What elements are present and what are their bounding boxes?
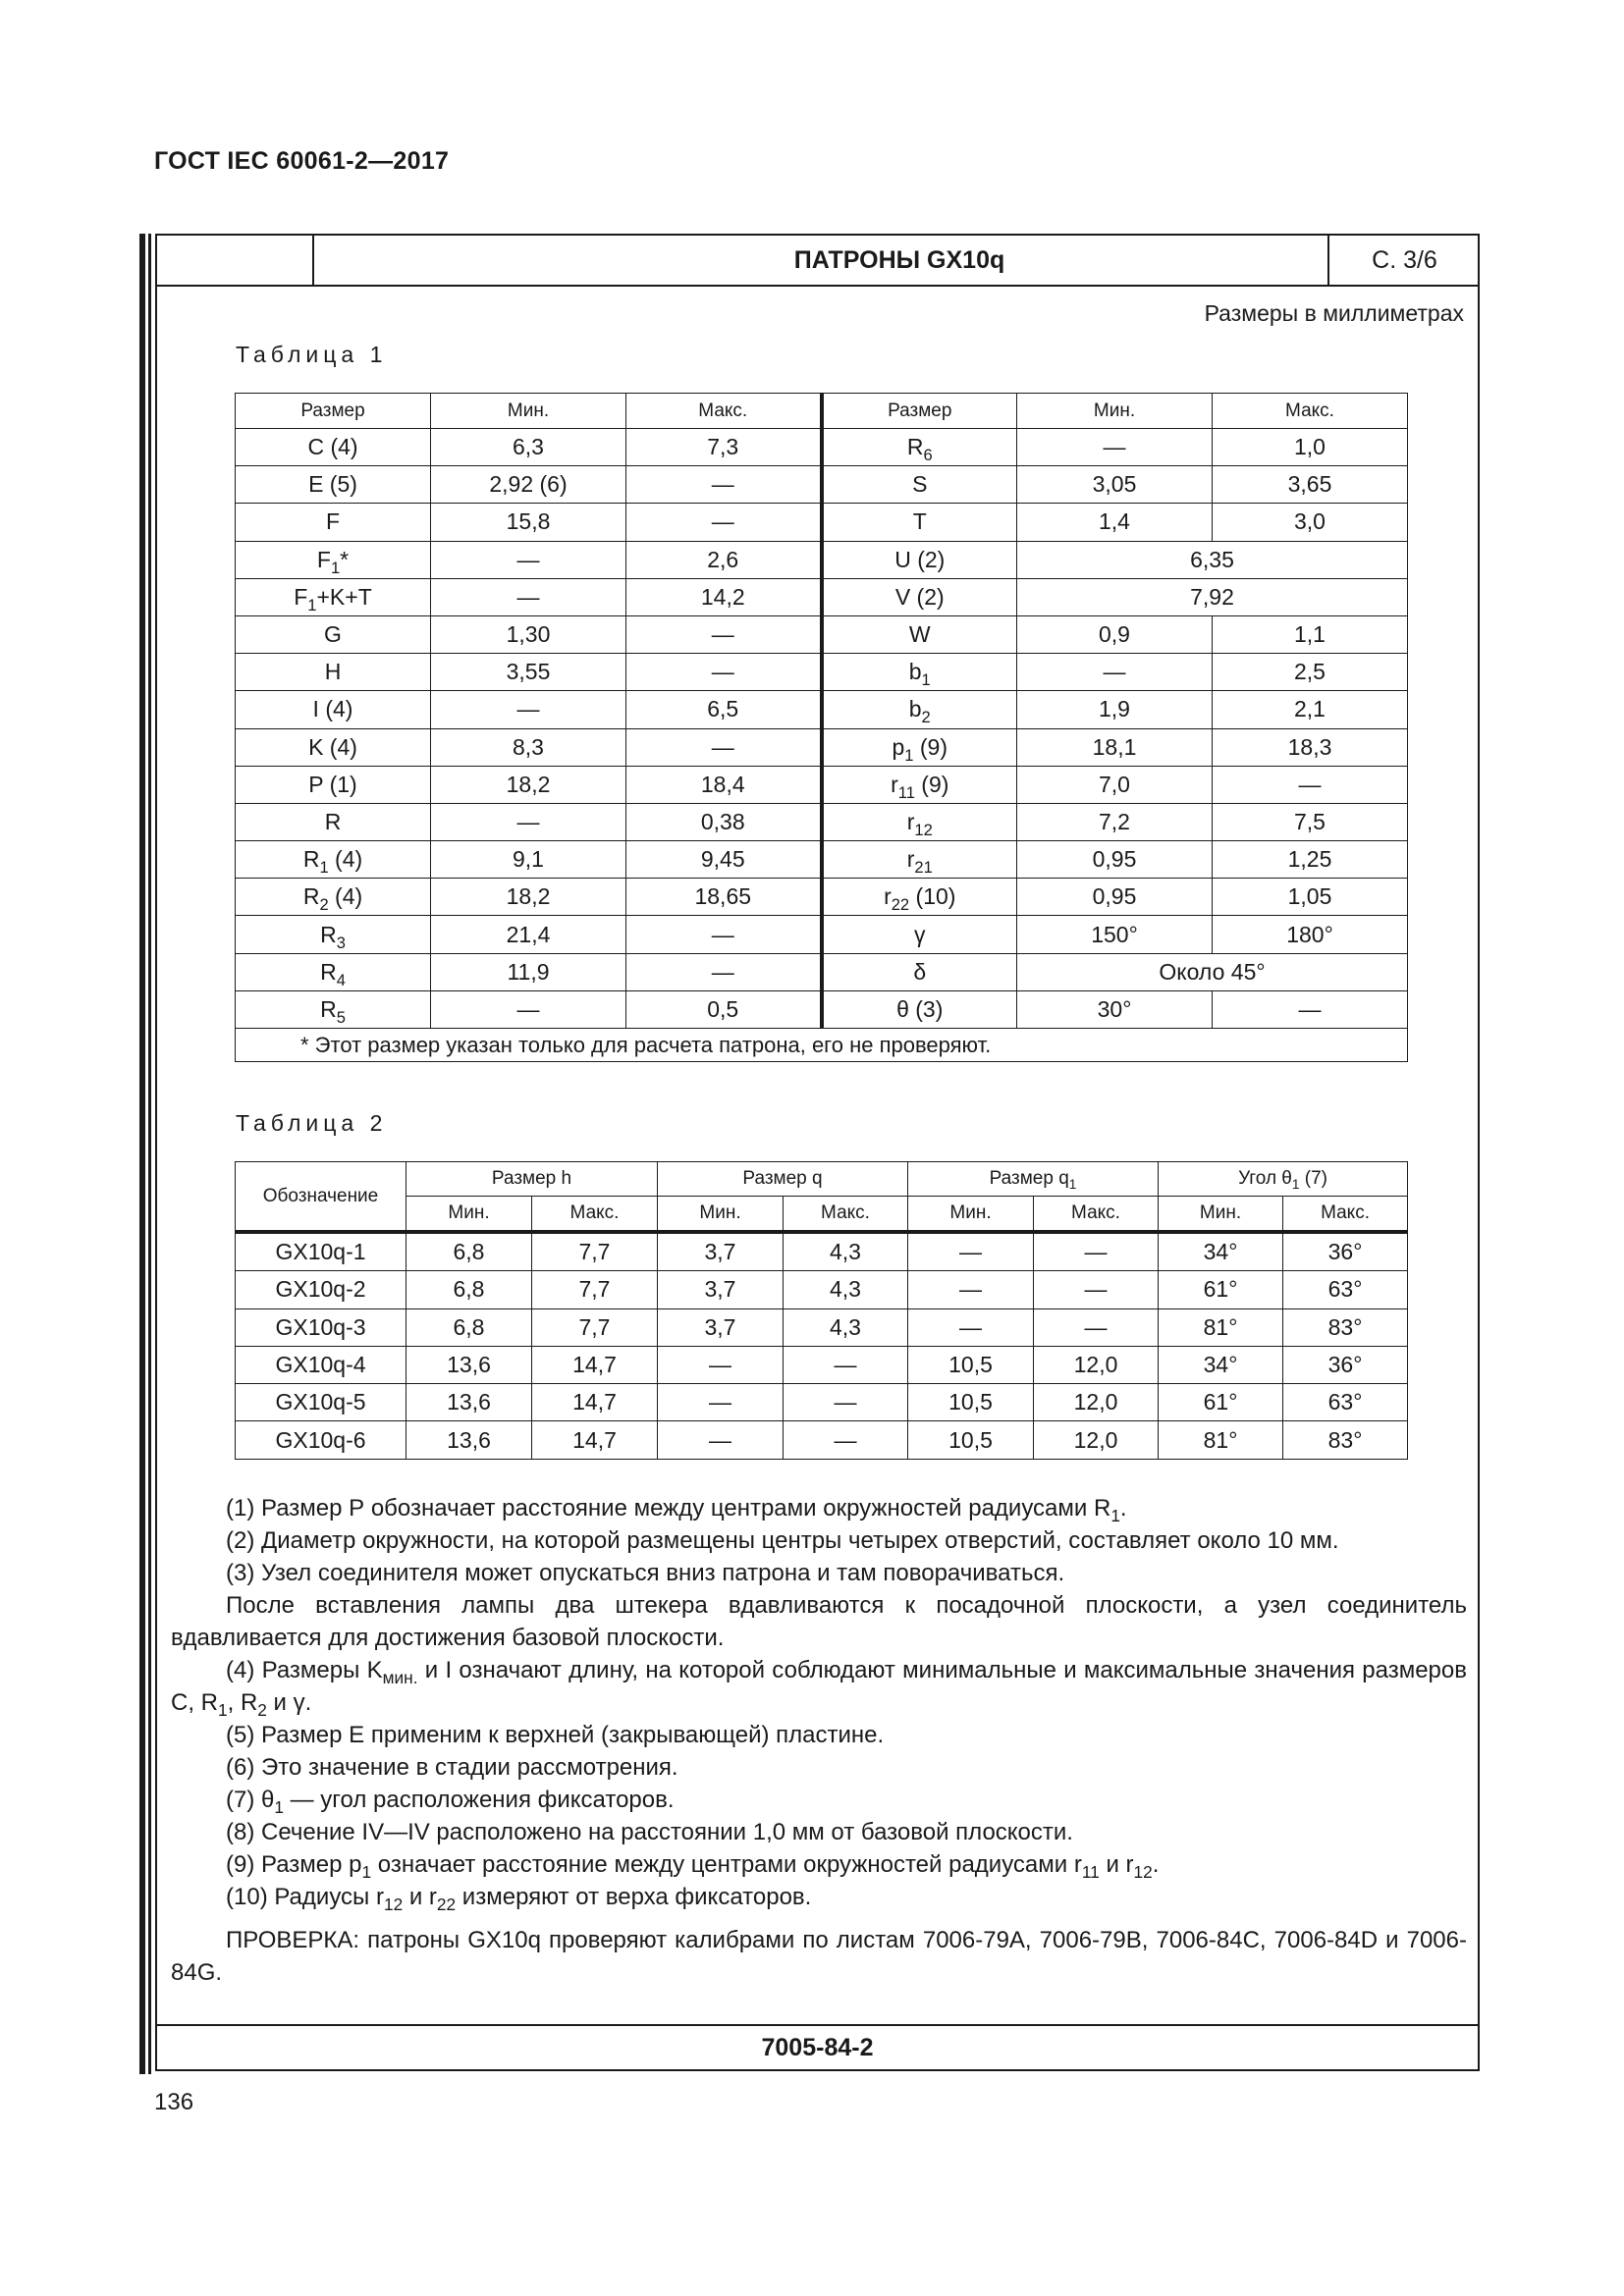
table-cell: 13,6 [406, 1384, 532, 1421]
table-cell: F [236, 504, 431, 541]
table-cell: — [784, 1421, 908, 1459]
page-number: 136 [154, 2089, 194, 2115]
table-cell: 1,0 [1213, 429, 1408, 466]
table-cell: U (2) [822, 541, 1017, 578]
table-cell: 3,0 [1213, 504, 1408, 541]
table-cell: $R_4$ [236, 953, 431, 990]
table-row [236, 1308, 1408, 1346]
table-cell: δ [822, 953, 1017, 990]
table-cell: 36° [1283, 1232, 1408, 1271]
table-cell: 18,1 [1017, 728, 1213, 766]
note-paragraph: (6) Это значение в стадии рассмотрения. [226, 1754, 678, 1781]
table-cell: 6,5 [626, 691, 822, 728]
table-cell: 6,8 [406, 1308, 532, 1346]
table-cell: 36° [1283, 1346, 1408, 1383]
table-cell: I (4) [236, 691, 431, 728]
table-cell: 61° [1159, 1271, 1283, 1308]
table-cell: $p_1$ (9) [822, 728, 1017, 766]
margin-bar-thin [148, 234, 151, 2074]
table-cell: 15,8 [431, 504, 626, 541]
table-cell: — [431, 803, 626, 840]
table-cell: 3,55 [431, 654, 626, 691]
table-row [236, 1271, 1408, 1308]
table1-header-cell: Размер [822, 394, 1017, 429]
table-cell: — [784, 1384, 908, 1421]
table-row [236, 766, 1408, 803]
table-cell: 7,5 [1213, 803, 1408, 840]
table-cell: GX10q-2 [236, 1271, 406, 1308]
designations-table-2 [235, 1161, 1408, 1460]
document-code: ГОСТ IEC 60061-2—2017 [154, 147, 450, 175]
table-cell: $R_5$ [236, 990, 431, 1028]
table-cell: — [784, 1346, 908, 1383]
table-cell: 7,0 [1017, 766, 1213, 803]
table-cell: 6,35 [1017, 541, 1408, 578]
table-cell: $r_{11}$ (9) [822, 766, 1017, 803]
note-paragraph: (2) Диаметр окружности, на которой размещены центры четырех отверстий, составляет около 10 мм. [226, 1527, 1339, 1554]
table-cell: — [431, 990, 626, 1028]
table-cell: 7,7 [532, 1232, 658, 1271]
table1-header-cell: Макс. [626, 394, 822, 429]
table-cell: — [908, 1232, 1034, 1271]
notes-block [171, 1492, 1467, 1989]
table-cell: 34° [1159, 1346, 1283, 1383]
dimensions-table-1 [235, 393, 1408, 1062]
table-cell: — [908, 1308, 1034, 1346]
table-cell: 3,7 [658, 1271, 784, 1308]
table-cell: E (5) [236, 466, 431, 504]
table-cell: — [626, 728, 822, 766]
table-cell: — [1017, 429, 1213, 466]
table-row [236, 916, 1408, 953]
table-cell: 10,5 [908, 1421, 1034, 1459]
table-cell: S [822, 466, 1017, 504]
table-cell: GX10q-3 [236, 1308, 406, 1346]
table-cell: — [908, 1271, 1034, 1308]
table-cell: 180° [1213, 916, 1408, 953]
table-cell: 1,30 [431, 615, 626, 653]
table2-group-header: Размер q [658, 1162, 908, 1197]
table-cell: — [1017, 654, 1213, 691]
table-row [236, 541, 1408, 578]
table-cell: 9,45 [626, 841, 822, 879]
table-cell: — [1213, 990, 1408, 1028]
table-cell: — [431, 691, 626, 728]
note-paragraph: После вставления лампы два штекера вдавливаются к посадочной плоскости, а узел соединитель вдавливается для достижения базовой плоскости. [171, 1592, 1467, 1651]
note-paragraph: (7) $\theta_1$ — угол расположения фиксаторов. [226, 1787, 675, 1818]
table-cell: 2,92 (6) [431, 466, 626, 504]
table-row [236, 429, 1408, 466]
table-cell: — [626, 916, 822, 953]
table-cell: $r_{12}$ [822, 803, 1017, 840]
table-cell: $R_2$ (4) [236, 879, 431, 916]
table-cell: 7,3 [626, 429, 822, 466]
table-cell: 21,4 [431, 916, 626, 953]
table2-caption: Таблица 2 [236, 1110, 388, 1136]
table1-caption: Таблица 1 [236, 342, 388, 367]
table-cell: 9,1 [431, 841, 626, 879]
table-cell: 4,3 [784, 1271, 908, 1308]
table-cell: 7,7 [532, 1308, 658, 1346]
table-cell: 12,0 [1034, 1384, 1159, 1421]
table-row [236, 728, 1408, 766]
table-cell: — [658, 1421, 784, 1459]
note-paragraph: (5) Размер Е применим к верхней (закрывающей) пластине. [226, 1722, 885, 1748]
table-cell: $F_1+K+T$ [236, 578, 431, 615]
table-cell: 81° [1159, 1308, 1283, 1346]
table-cell: 14,7 [532, 1384, 658, 1421]
table-cell: — [1213, 766, 1408, 803]
table-row [236, 691, 1408, 728]
table-row [236, 1346, 1408, 1383]
table2-subheader-row [236, 1197, 1408, 1233]
table-cell: 18,65 [626, 879, 822, 916]
table-cell: GX10q-4 [236, 1346, 406, 1383]
table-cell: T [822, 504, 1017, 541]
units-note: Размеры в миллиметрах [1204, 300, 1464, 326]
table-cell: 1,25 [1213, 841, 1408, 879]
table-cell: 1,9 [1017, 691, 1213, 728]
table-cell: $F_1*$ [236, 541, 431, 578]
table-cell: 0,38 [626, 803, 822, 840]
table-cell: 30° [1017, 990, 1213, 1028]
sheet-footer-code: 7005-84-2 [157, 2024, 1478, 2069]
table1-header-cell: Размер [236, 394, 431, 429]
table-cell: 7,92 [1017, 578, 1408, 615]
table-cell: 2,5 [1213, 654, 1408, 691]
table-cell: 6,8 [406, 1271, 532, 1308]
table-cell: 0,5 [626, 990, 822, 1028]
table-cell: 10,5 [908, 1346, 1034, 1383]
table-row [236, 953, 1408, 990]
table-cell: — [1034, 1271, 1159, 1308]
table-cell: 18,3 [1213, 728, 1408, 766]
table1-header-row [236, 394, 1408, 429]
table-cell: 81° [1159, 1421, 1283, 1459]
table2-subheader-cell: Макс. [1283, 1197, 1408, 1233]
table-cell: GX10q-1 [236, 1232, 406, 1271]
table-cell: — [626, 615, 822, 653]
table-cell: 18,2 [431, 766, 626, 803]
table-cell: 2,1 [1213, 691, 1408, 728]
table-cell: 6,3 [431, 429, 626, 466]
margin-bar-thick [139, 234, 145, 2074]
table2-subheader-cell: Макс. [784, 1197, 908, 1233]
table-cell: 13,6 [406, 1346, 532, 1383]
table-cell: 10,5 [908, 1384, 1034, 1421]
table-cell: 83° [1283, 1308, 1408, 1346]
table1-footnote-row [236, 1029, 1408, 1062]
table-row [236, 615, 1408, 653]
table-row [236, 879, 1408, 916]
table-row [236, 1232, 1408, 1271]
table-cell: 2,6 [626, 541, 822, 578]
note-paragraph: (3) Узел соединителя может опускаться вниз патрона и там поворачиваться. [226, 1560, 1065, 1586]
table2-header-row [236, 1162, 1408, 1197]
table-cell: — [626, 466, 822, 504]
table-cell: — [658, 1346, 784, 1383]
check-note: ПРОВЕРКА: патроны GX10q проверяют калибрами по листам 7006-79A, 7006-79B, 7006-84C, 7006-84D и 7006-84G. [171, 1927, 1467, 1986]
table-cell: W [822, 615, 1017, 653]
note-paragraph: (9) Размер $p_1$ означает расстояние между центрами окружностей радиусами $r_{11}$ и $r_{12}$. [226, 1851, 1160, 1883]
sheet-page-indicator: С. 3/6 [1327, 236, 1480, 285]
table-cell: K (4) [236, 728, 431, 766]
table-cell: 11,9 [431, 953, 626, 990]
table-cell: $R_6$ [822, 429, 1017, 466]
table-cell: $R_1$ (4) [236, 841, 431, 879]
table2-subheader-cell: Макс. [1034, 1197, 1159, 1233]
table-row [236, 466, 1408, 504]
table2-subheader-cell: Мин. [908, 1197, 1034, 1233]
table-cell: 6,8 [406, 1232, 532, 1271]
table-row [236, 803, 1408, 840]
table-cell: 1,1 [1213, 615, 1408, 653]
table-cell: — [431, 578, 626, 615]
sheet-title: ПАТРОНЫ GX10q [793, 245, 1005, 274]
table2-group-header: Угол $\theta_1$ (7) [1159, 1162, 1408, 1197]
table-cell: $R_3$ [236, 916, 431, 953]
table-cell: P (1) [236, 766, 431, 803]
table-cell: 63° [1283, 1271, 1408, 1308]
table2-subheader-cell: Мин. [1159, 1197, 1283, 1233]
table2-designation-header: Обозначение [236, 1162, 406, 1233]
table-row [236, 1384, 1408, 1421]
table-row [236, 841, 1408, 879]
table-cell: 12,0 [1034, 1421, 1159, 1459]
table-cell: — [658, 1384, 784, 1421]
table-cell: 12,0 [1034, 1346, 1159, 1383]
table2-group-header: Размер h [406, 1162, 658, 1197]
table-cell: 7,2 [1017, 803, 1213, 840]
table-cell: 13,6 [406, 1421, 532, 1459]
table-cell: $b_2$ [822, 691, 1017, 728]
table-cell: 0,95 [1017, 841, 1213, 879]
table-cell: Около 45° [1017, 953, 1408, 990]
table1-header-cell: Мин. [1017, 394, 1213, 429]
table-cell: 1,4 [1017, 504, 1213, 541]
table-cell: V (2) [822, 578, 1017, 615]
note-paragraph: (8) Сечение IV—IV расположено на расстоянии 1,0 мм от базовой плоскости. [226, 1819, 1073, 1845]
table-row [236, 1421, 1408, 1459]
note-paragraph: (1) Размер Р обозначает расстояние между центрами окружностей радиусами $R_1$. [226, 1495, 1127, 1526]
table-cell: 63° [1283, 1384, 1408, 1421]
table-cell: 0,9 [1017, 615, 1213, 653]
table-cell: 18,4 [626, 766, 822, 803]
table-row [236, 990, 1408, 1028]
table1-header-cell: Макс. [1213, 394, 1408, 429]
table-row [236, 654, 1408, 691]
table-row [236, 504, 1408, 541]
table-cell: $r_{21}$ [822, 841, 1017, 879]
table-cell: 4,3 [784, 1232, 908, 1271]
table-cell: — [431, 541, 626, 578]
table-cell: γ [822, 916, 1017, 953]
table-cell: 3,7 [658, 1232, 784, 1271]
table-cell: 34° [1159, 1232, 1283, 1271]
table2-subheader-cell: Макс. [532, 1197, 658, 1233]
table-cell: $b_1$ [822, 654, 1017, 691]
table-cell: 4,3 [784, 1308, 908, 1346]
table-cell: 0,95 [1017, 879, 1213, 916]
table-cell: — [1034, 1308, 1159, 1346]
table2-subheader-cell: Мин. [658, 1197, 784, 1233]
table-cell: 14,7 [532, 1346, 658, 1383]
table-cell: 14,2 [626, 578, 822, 615]
sheet-title-bar [157, 236, 1478, 287]
table-cell: 3,7 [658, 1308, 784, 1346]
table-cell: — [1034, 1232, 1159, 1271]
table-cell: $r_{22}$ (10) [822, 879, 1017, 916]
table-cell: 150° [1017, 916, 1213, 953]
table1-header-cell: Мин. [431, 394, 626, 429]
table-cell: 18,2 [431, 879, 626, 916]
table-cell: R [236, 803, 431, 840]
table-cell: 7,7 [532, 1271, 658, 1308]
table1-footnote: * Этот размер указан только для расчета патрона, его не проверяют. [236, 1029, 1408, 1062]
table2-group-header: Размер $q_1$ [908, 1162, 1159, 1197]
table-cell: H [236, 654, 431, 691]
table-cell: — [626, 654, 822, 691]
table-cell: 14,7 [532, 1421, 658, 1459]
title-bar-blank-cell [157, 236, 314, 285]
table-cell: — [626, 504, 822, 541]
table-cell: θ (3) [822, 990, 1017, 1028]
table-cell: 8,3 [431, 728, 626, 766]
note-paragraph: (4) Размеры $K_{мин.}$ и I означают длину, на которой соблюдают минимальные и максимальные значения размеров C, $R_1$, $R_2$ и γ. [171, 1657, 1467, 1721]
table2-subheader-cell: Мин. [406, 1197, 532, 1233]
table-cell: 83° [1283, 1421, 1408, 1459]
table-cell: — [626, 953, 822, 990]
table-cell: GX10q-6 [236, 1421, 406, 1459]
table-cell: G [236, 615, 431, 653]
table-cell: 1,05 [1213, 879, 1408, 916]
table-cell: GX10q-5 [236, 1384, 406, 1421]
table-row [236, 578, 1408, 615]
table-cell: 3,65 [1213, 466, 1408, 504]
table-cell: 3,05 [1017, 466, 1213, 504]
table-cell: C (4) [236, 429, 431, 466]
table-cell: 61° [1159, 1384, 1283, 1421]
note-paragraph: (10) Радиусы $r_{12}$ и $r_{22}$ измеряют от верха фиксаторов. [226, 1884, 812, 1915]
